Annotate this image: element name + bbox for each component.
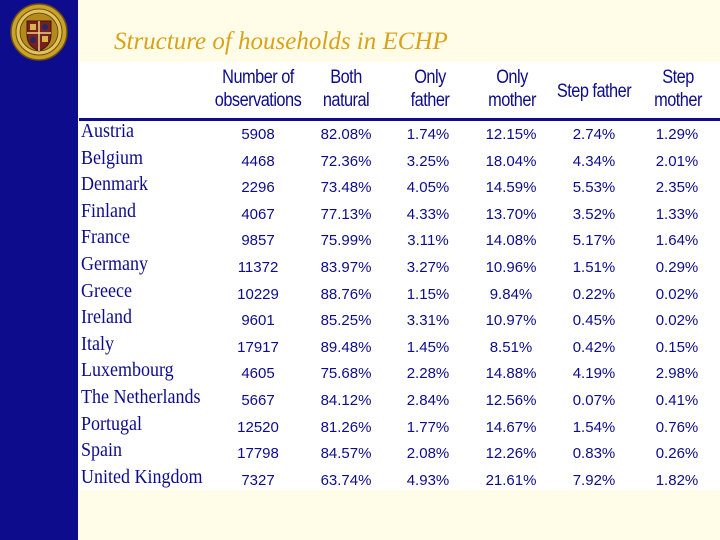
column-header-line: father <box>410 90 450 111</box>
country-label: Spain <box>81 439 123 462</box>
table-cell: 0.41% <box>655 392 699 409</box>
column-header-line: Only <box>496 67 528 88</box>
table-cell: 63.74% <box>320 471 372 489</box>
table-cell: 2.01% <box>655 152 699 170</box>
table-cell: 0.02% <box>655 312 699 330</box>
table-cell: 1.51% <box>572 259 616 276</box>
column-header-line: mother <box>488 90 536 111</box>
column-header-observations <box>213 66 302 112</box>
table-cell: 88.76% <box>320 285 372 303</box>
column-header-only-father <box>397 66 462 112</box>
table-cell: 84.57% <box>320 445 372 463</box>
table-cell: 0.29% <box>655 259 699 276</box>
table-cell: 17917 <box>237 338 279 356</box>
column-header-line: Both <box>330 67 362 88</box>
table-cell: 14.67% <box>485 418 537 436</box>
table-cell: 0.07% <box>572 392 616 409</box>
table-cell: 4468 <box>241 152 275 170</box>
table-cell: 75.68% <box>320 365 372 383</box>
table-cell: 0.45% <box>572 312 616 330</box>
table-cell: 75.99% <box>320 232 372 250</box>
table-cell: 4.33% <box>406 205 450 223</box>
table-cell: 3.31% <box>406 312 450 330</box>
table-cell: 10229 <box>237 285 279 303</box>
table-cell: 1.74% <box>406 126 450 143</box>
table-cell: 3.52% <box>572 205 616 223</box>
column-header-step-mother <box>645 66 710 112</box>
table-cell: 10.97% <box>485 312 537 330</box>
table-cell: 7327 <box>241 471 275 489</box>
column-header-line: Number of <box>222 67 294 88</box>
column-header-line: mother <box>654 90 702 111</box>
table-cell: 4.19% <box>572 365 616 383</box>
table-cell: 0.26% <box>655 445 699 463</box>
country-label: Denmark <box>81 173 148 196</box>
column-header-step-father <box>553 80 636 103</box>
country-label: France <box>81 226 130 249</box>
column-header-line: Step father <box>556 81 632 102</box>
table-cell: 1.45% <box>406 338 450 356</box>
table-cell: 4.05% <box>406 179 450 197</box>
table-cell: 2.28% <box>406 365 450 383</box>
table-cell: 5.53% <box>572 179 616 197</box>
table-cell: 1.82% <box>655 471 699 489</box>
table-cell: 14.08% <box>485 232 537 250</box>
table-cell: 0.42% <box>572 338 616 356</box>
table-cell: 3.11% <box>407 232 449 250</box>
table-cell: 4.34% <box>572 152 616 170</box>
country-label: Italy <box>81 332 114 355</box>
table-cell: 77.13% <box>320 205 372 223</box>
table-cell: 18.04% <box>485 152 537 170</box>
table-cell: 1.33% <box>655 205 699 223</box>
table-cell: 7.92% <box>572 471 616 489</box>
table-cell: 8.51% <box>489 338 533 356</box>
table-cell: 14.88% <box>485 365 537 383</box>
table-cell: 82.08% <box>320 126 372 143</box>
table-cell: 0.83% <box>572 445 616 463</box>
table-cell: 1.77% <box>406 418 450 436</box>
table-cell: 0.76% <box>655 418 699 436</box>
table-cell: 5.17% <box>572 232 616 250</box>
sidebar-band <box>0 0 78 540</box>
table-cell: 73.48% <box>320 179 372 197</box>
column-header-line: observations <box>214 90 302 111</box>
table-cell: 4067 <box>241 205 275 223</box>
table-cell: 0.22% <box>572 285 616 303</box>
table-cell: 11372 <box>237 259 279 276</box>
column-header-line: Step <box>662 67 694 88</box>
table-cell: 0.02% <box>655 285 699 303</box>
table-cell: 72.36% <box>320 152 372 170</box>
country-label: The Netherlands <box>81 386 201 408</box>
country-label: Finland <box>81 199 137 222</box>
table-cell: 89.48% <box>320 338 372 356</box>
table-cell: 10.96% <box>485 259 537 276</box>
table-cell: 17798 <box>237 445 279 463</box>
table-cell: 13.70% <box>485 205 537 223</box>
table-cell: 2.08% <box>406 445 450 463</box>
column-header-line: natural <box>322 90 370 111</box>
table-cell: 85.25% <box>320 312 372 330</box>
country-label: Ireland <box>81 306 132 329</box>
table-cell: 4605 <box>241 365 275 383</box>
column-header-both-natural <box>313 66 378 112</box>
country-label: Austria <box>81 120 135 142</box>
table-cell: 14.59% <box>485 179 537 197</box>
country-label: United Kingdom <box>81 465 203 488</box>
page-title: Structure of households in ECHP <box>114 28 448 55</box>
country-label: Greece <box>81 279 132 302</box>
table-cell: 12.15% <box>485 126 537 143</box>
table-cell: 2296 <box>241 179 275 197</box>
table-cell: 9601 <box>241 312 275 330</box>
column-header-line: Only <box>414 67 446 88</box>
university-seal-icon <box>10 2 68 62</box>
header-divider <box>79 118 720 121</box>
table-cell: 9.84% <box>489 285 533 303</box>
country-label: Portugal <box>81 412 143 435</box>
table-cell: 2.35% <box>655 179 699 197</box>
table-cell: 3.25% <box>406 152 450 170</box>
table-cell: 1.54% <box>572 418 616 436</box>
table-cell: 4.93% <box>406 471 450 489</box>
table-cell: 1.15% <box>406 285 450 303</box>
table-cell: 12520 <box>237 418 279 436</box>
table-cell: 21.61% <box>485 471 537 489</box>
column-header-only-mother <box>479 66 544 112</box>
table-cell: 81.26% <box>320 418 372 436</box>
table-cell: 83.97% <box>320 259 372 276</box>
table-cell: 84.12% <box>320 392 372 409</box>
table-cell: 0.15% <box>655 338 699 356</box>
country-label: Germany <box>81 253 148 275</box>
table-cell: 2.74% <box>572 126 616 143</box>
table-cell: 2.84% <box>406 392 450 409</box>
table-cell: 5667 <box>241 392 275 409</box>
table-cell: 12.26% <box>485 445 537 463</box>
table-cell: 9857 <box>241 232 275 250</box>
table-cell: 12.56% <box>485 392 537 409</box>
country-label: Luxembourg <box>81 359 174 382</box>
table-cell: 2.98% <box>655 365 699 383</box>
country-label: Belgium <box>81 146 144 169</box>
table-cell: 3.27% <box>406 259 450 276</box>
table-cell: 1.64% <box>655 232 699 250</box>
table-cell: 1.29% <box>655 126 699 143</box>
table-cell: 5908 <box>241 126 275 143</box>
